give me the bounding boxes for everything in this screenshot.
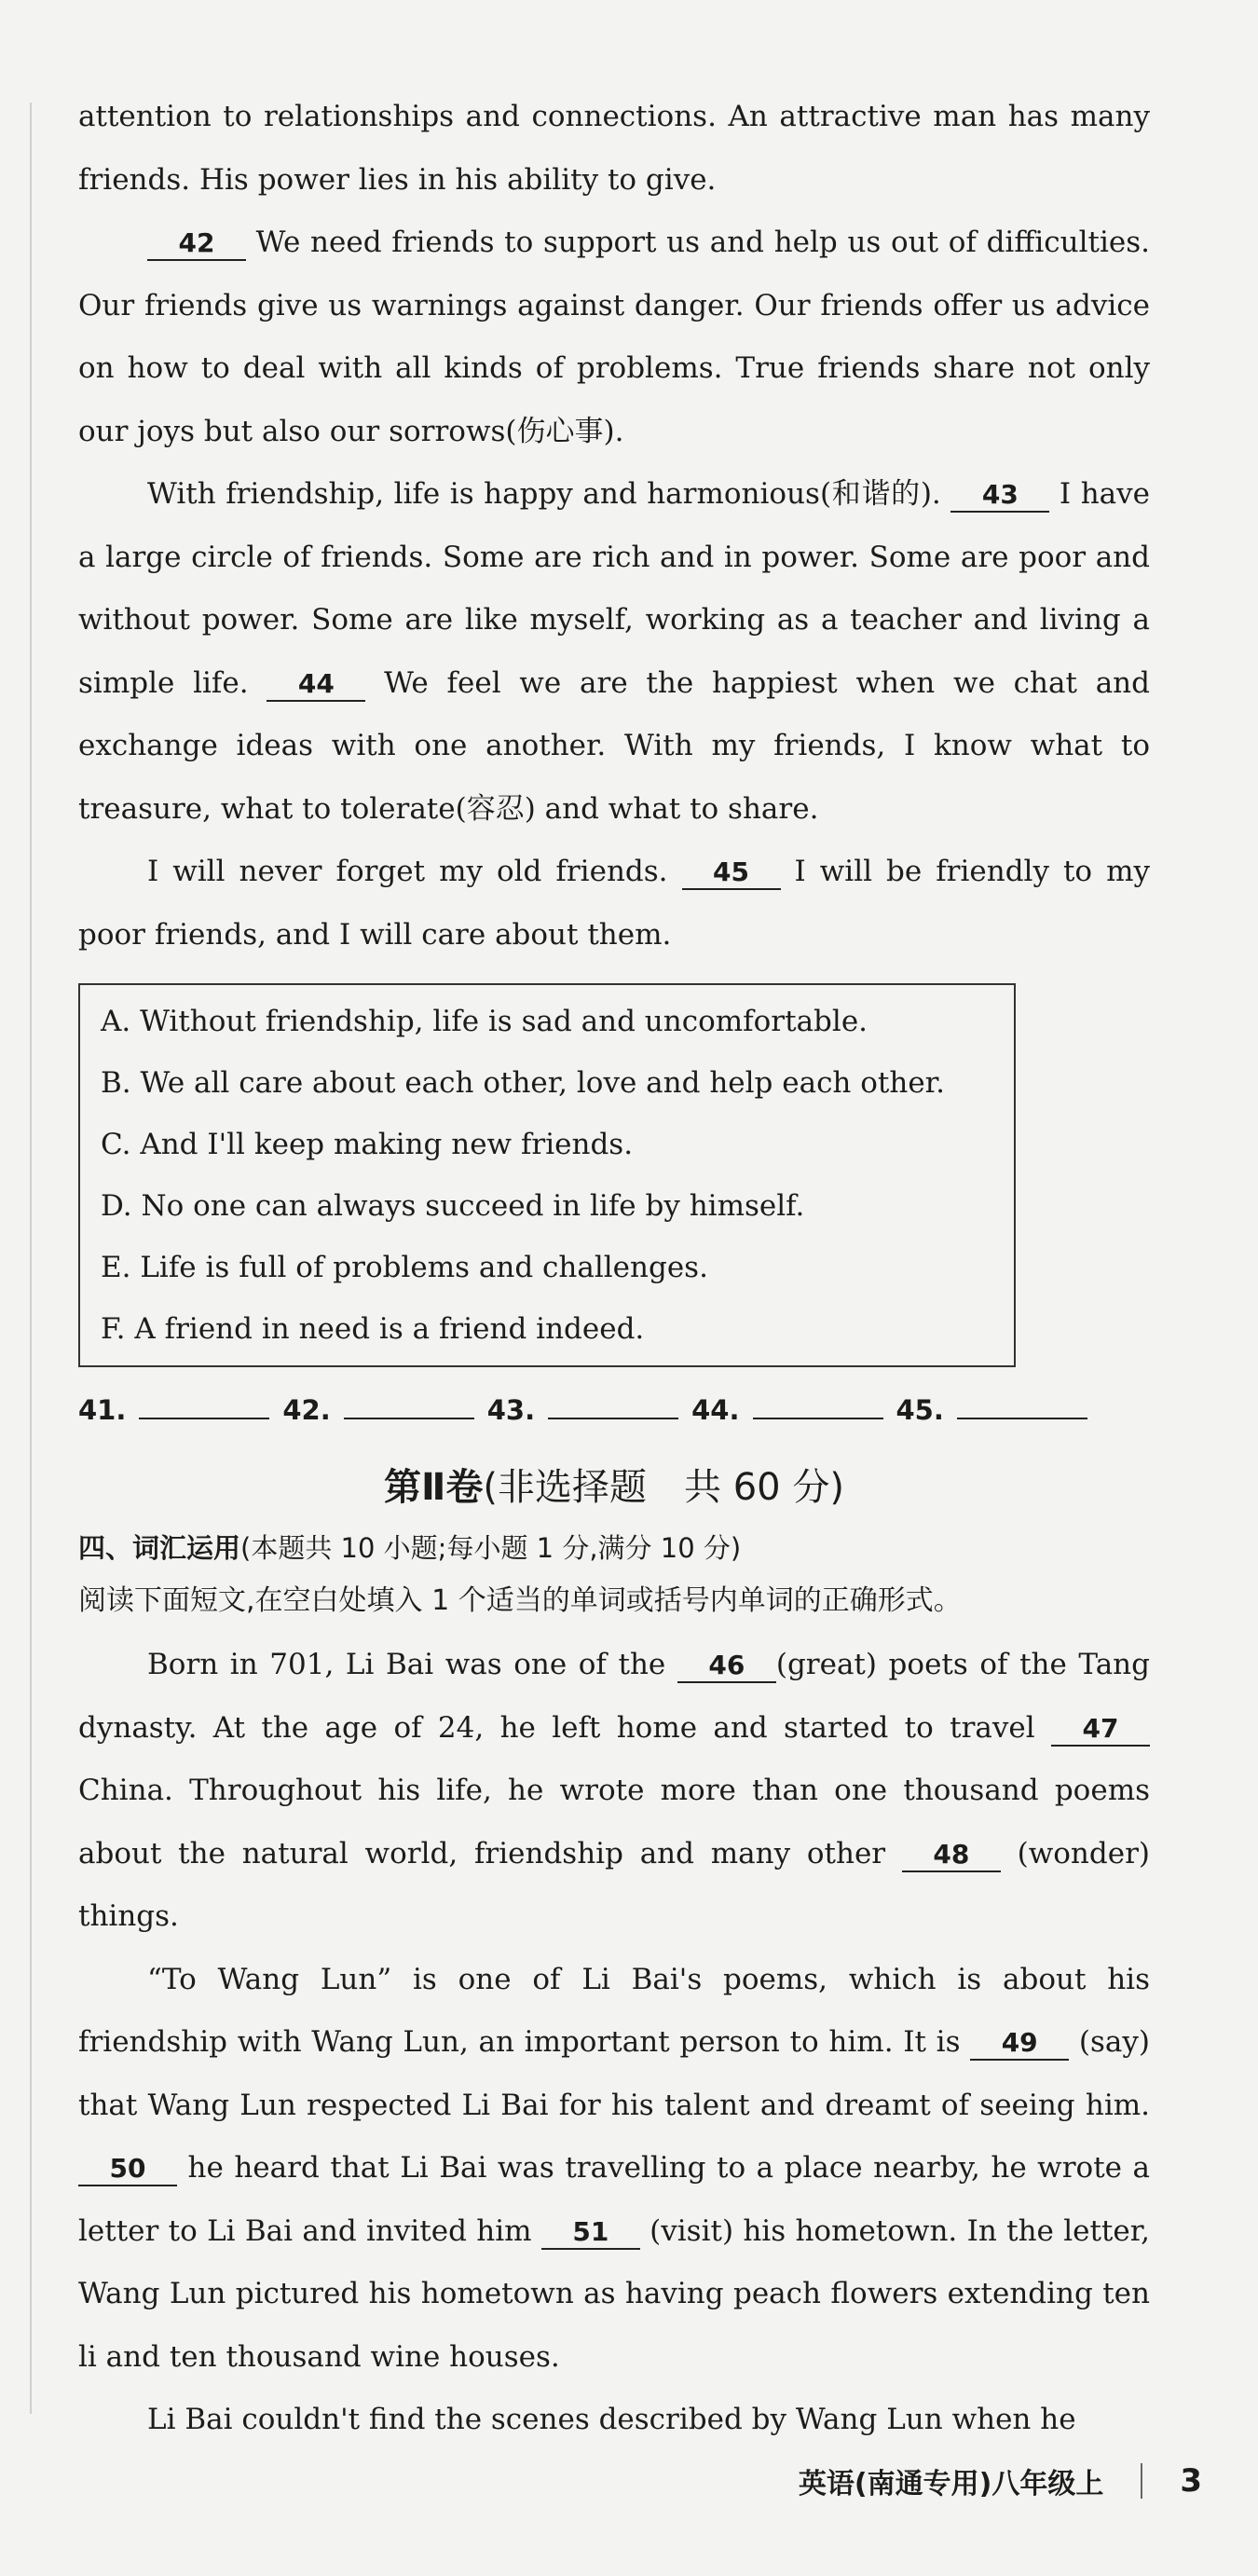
answer-45 — [896, 1382, 1087, 1438]
option-d: D. No one can always succeed in life by himself. — [101, 1189, 805, 1223]
option-b: B. We all care about each other, love and help each other. — [101, 1066, 945, 1100]
page-footer — [799, 2460, 1202, 2501]
answer-label: 43. — [486, 1394, 536, 1426]
options-box — [78, 983, 1016, 1367]
passage-paragraph — [78, 212, 1150, 463]
instruction-text: 阅读下面短文,在空白处填入 1 个适当的单词或括号内单词的正确形式。 — [78, 1584, 962, 1617]
blank-44: 44 — [267, 668, 365, 702]
page-content — [78, 86, 1150, 2452]
passage-paragraph: attention to relationships and connections. An attractive man has many friends. His power lies in his ability to give. — [78, 100, 1150, 197]
paragraph-text: I have a large circle of friends. Some are rich and in power. Some are poor and without power. Some are like myself, working as a teacher and living a simple life. — [78, 477, 1150, 700]
blank-43: 43 — [950, 479, 1049, 513]
margin-rule — [30, 103, 32, 2414]
blank-42: 42 — [147, 227, 246, 261]
paragraph-text: I will never forget my old friends. — [147, 855, 682, 888]
passage-paragraph — [78, 1634, 1150, 1949]
paragraph-text: With friendship, life is happy and harmonious(和谐的). — [147, 477, 951, 511]
answer-line[interactable] — [753, 1390, 883, 1419]
option-e: E. Life is full of problems and challenges. — [101, 1251, 708, 1284]
section-title-main: 第Ⅱ卷 — [384, 1466, 484, 1509]
page-number: 3 — [1180, 2462, 1202, 2500]
answer-line[interactable] — [139, 1390, 269, 1419]
option-c: C. And I'll keep making new friends. — [101, 1128, 634, 1161]
answer-42 — [282, 1382, 473, 1438]
passage-paragraph — [78, 841, 1150, 966]
section-title — [78, 1451, 1150, 1524]
answer-41 — [78, 1382, 269, 1438]
part-heading-main: 四、词汇运用 — [78, 1532, 241, 1564]
blank-49: 49 — [970, 2027, 1069, 2061]
blank-46: 46 — [677, 1650, 776, 1683]
answer-line[interactable] — [548, 1390, 678, 1419]
paragraph-text: he heard that Li Bai was travelling to a place nearby, he wrote a letter to Li Bai and invited him — [78, 2151, 1150, 2248]
blank-50: 50 — [78, 2153, 177, 2186]
paragraph-text: (wonder) things. — [78, 1836, 1150, 1933]
option-a: A. Without friendship, life is sad and uncomfortable. — [101, 1005, 868, 1038]
paragraph-text: We need friends to support us and help us out of difficulties. Our friends give us warnings against danger. Our friends offer us advice on how to deal with all kinds of problems. True friends share not only our joys but also our sorrows(伤心事). — [78, 226, 1150, 448]
blank-48: 48 — [902, 1839, 1001, 1872]
answer-line[interactable] — [344, 1390, 474, 1419]
blank-51: 51 — [541, 2216, 640, 2250]
paragraph-text: Born in 701, Li Bai was one of the — [147, 1648, 677, 1681]
paragraph-text: (visit) his hometown. In the letter, Wang Lun pictured his hometown as having peach flowers extending ten li and ten thousand wine houses. — [78, 2213, 1150, 2374]
paragraph-text: “To Wang Lun” is one of Li Bai's poems, which is about his friendship with Wang Lun, an important person to him. It is — [78, 1962, 1150, 2059]
passage-paragraph — [78, 463, 1150, 841]
option-f: F. A friend in need is a friend indeed. — [101, 1312, 645, 1346]
answer-label: 42. — [282, 1394, 331, 1426]
footer-divider — [1141, 2463, 1142, 2499]
paragraph-text: (great) poets of the Tang dynasty. At the age of 24, he left home and started to travel — [78, 1648, 1150, 1745]
paragraph-text: (say) that Wang Lun respected Li Bai for his talent and dreamt of seeing him. — [78, 2025, 1150, 2122]
answer-43 — [487, 1382, 678, 1438]
passage-paragraph — [78, 1949, 1150, 2390]
blank-47: 47 — [1051, 1713, 1150, 1747]
part-heading-note: (本题共 10 小题;每小题 1 分,满分 10 分) — [240, 1532, 742, 1564]
section-title-sub: (非选择题 共 60 分) — [483, 1466, 844, 1509]
book-title: 英语(南通专用)八年级上 — [798, 2468, 1104, 2501]
answer-label: 44. — [691, 1394, 740, 1426]
answer-line[interactable] — [957, 1390, 1087, 1419]
answer-label: 41. — [78, 1394, 127, 1426]
answer-row — [78, 1382, 1150, 1438]
paragraph-text: I will be friendly to my poor friends, and I will care about them. — [78, 855, 1150, 952]
blank-45: 45 — [682, 856, 781, 890]
paragraph-text: We feel we are the happiest when we chat and exchange ideas with one another. With my friends, I know what to treasure, what to tolerate(容忍) and what to share. — [78, 665, 1150, 826]
answer-label: 45. — [896, 1394, 944, 1426]
passage-paragraph: Li Bai couldn't find the scenes described by Wang Lun when he — [147, 2403, 1076, 2436]
paragraph-text: China. Throughout his life, he wrote more than one thousand poems about the natural world, friendship and many other — [78, 1774, 1150, 1870]
answer-44 — [691, 1382, 882, 1438]
part-heading — [78, 1524, 1150, 1572]
